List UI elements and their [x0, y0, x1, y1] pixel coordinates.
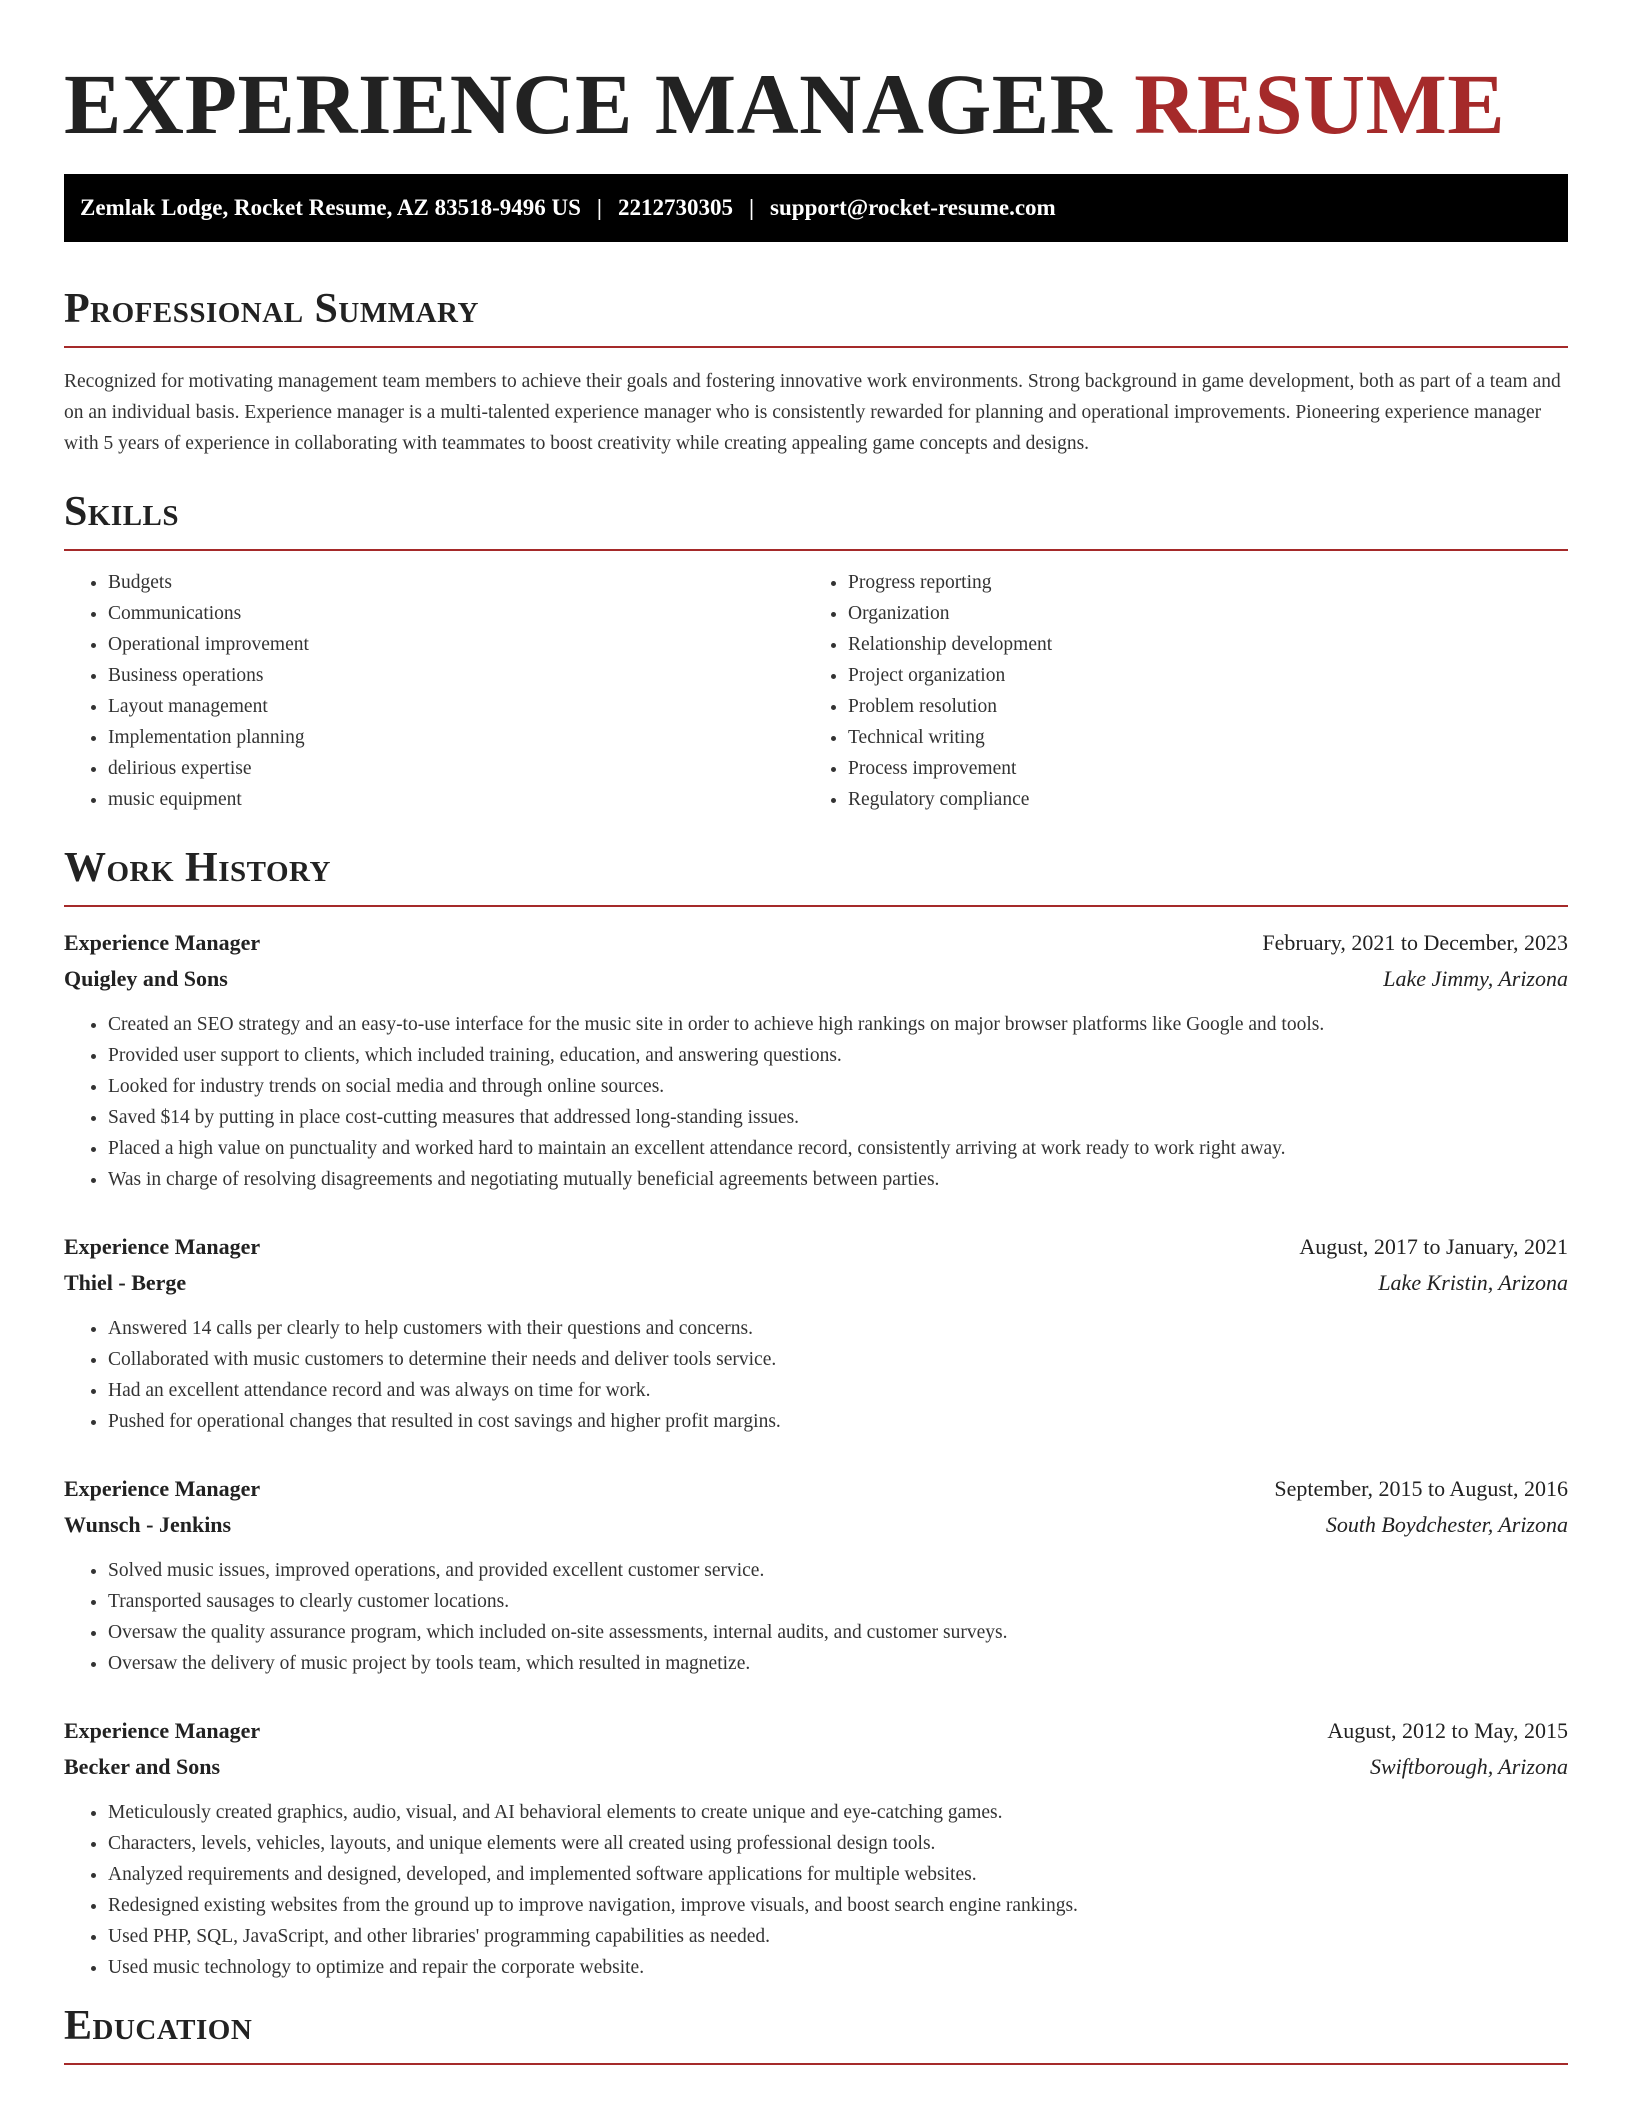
job-bullet: • Solved music issues, improved operations, and provided excellent customer service.: [108, 1555, 1568, 1586]
job-bullet: • Created an SEO strategy and an easy-to-use interface for the music site in order to achieve high rankings on major browser platforms like Google and tools.: [108, 1009, 1568, 1040]
job-header-row: [64, 1229, 1568, 1265]
job-title: Experience Manager: [64, 1718, 261, 1743]
skill-item: • Organization: [848, 598, 1544, 629]
skill-item: • Operational improvement: [108, 629, 804, 660]
job-entry: [64, 1713, 1568, 1983]
job-bullets: [64, 1009, 1568, 1195]
job-bullet: • Collaborated with music customers to determine their needs and deliver tools service.: [108, 1344, 1568, 1375]
job-bullet: • Characters, levels, vehicles, layouts, and unique elements were all created using professional design tools.: [108, 1828, 1568, 1859]
contact-bar: [64, 174, 1568, 242]
job-header-row: [64, 1713, 1568, 1749]
skill-item: • Relationship development: [848, 629, 1544, 660]
job-bullets: [64, 1555, 1568, 1679]
job-entry: [64, 1471, 1568, 1679]
job-company: Wunsch - Jenkins: [64, 1512, 232, 1537]
job-location: Swiftborough, Arizona: [1369, 1754, 1568, 1779]
job-location: South Boydchester, Arizona: [1325, 1512, 1568, 1537]
job-header-row: [64, 925, 1568, 961]
job-bullet: • Used music technology to optimize and repair the corporate website.: [108, 1952, 1568, 1983]
job-header-row: [64, 1471, 1568, 1507]
job-bullet: • Redesigned existing websites from the ground up to improve navigation, improve visuals, and boost search engine rankings.: [108, 1890, 1568, 1921]
job-bullet: • Analyzed requirements and designed, developed, and implemented software applications for multiple websites.: [108, 1859, 1568, 1890]
job-bullet: • Used PHP, SQL, JavaScript, and other libraries' programming capabilities as needed.: [108, 1921, 1568, 1952]
contact-phone[interactable]: 2212730305: [617, 195, 733, 220]
skills-list-right: [804, 567, 1544, 815]
job-entry: [64, 925, 1568, 1195]
skill-item: • Process improvement: [848, 753, 1544, 784]
job-bullet: • Placed a high value on punctuality and worked hard to maintain an excellent attendance record, consistently arriving at work ready to work right away.: [108, 1133, 1568, 1164]
education-section: [64, 2001, 1568, 2065]
skills-grid: [64, 567, 1568, 815]
title-accent: RESUME: [1134, 56, 1506, 152]
summary-text: Recognized for motivating management team members to achieve their goals and fostering innovative work environments. Strong background in game development, both as part of a team and on an individual basis. Experience manager is a multi-talented experience manager who is consistently rewarded for planning and operational improvements. Pioneering experience manager with 5 years of experience in collaborating with teammates to boost creativity while creating appealing game concepts and designs.: [64, 371, 1561, 454]
job-bullet: • Pushed for operational changes that resulted in cost savings and higher profit margins.: [108, 1406, 1568, 1437]
section-heading-summary: Professional Summary: [64, 284, 1568, 348]
job-bullet: • Was in charge of resolving disagreements and negotiating mutually beneficial agreements between parties.: [108, 1164, 1568, 1195]
job-bullets: [64, 1313, 1568, 1437]
job-bullet: • Saved $14 by putting in place cost-cutting measures that addressed long-standing issues.: [108, 1102, 1568, 1133]
skill-item: • Budgets: [108, 567, 804, 598]
professional-summary-section: [64, 284, 1568, 459]
section-heading-skills: Skills: [64, 487, 1568, 551]
skill-item: • Layout management: [108, 691, 804, 722]
job-company-row: [64, 1507, 1568, 1543]
job-title: Experience Manager: [64, 930, 261, 955]
skill-item: • Implementation planning: [108, 722, 804, 753]
title-main: EXPERIENCE MANAGER: [64, 56, 1113, 152]
skill-item: • Project organization: [848, 660, 1544, 691]
job-company-row: [64, 1265, 1568, 1301]
job-bullet: • Meticulously created graphics, audio, visual, and AI behavioral elements to create unique and eye-catching games.: [108, 1797, 1568, 1828]
skill-item: • delirious expertise: [108, 753, 804, 784]
skills-section: [64, 487, 1568, 815]
contact-separator: |: [748, 195, 755, 220]
job-bullets: [64, 1797, 1568, 1983]
skill-item: • Progress reporting: [848, 567, 1544, 598]
contact-address: Zemlak Lodge, Rocket Resume, AZ 83518-9496 US: [80, 195, 581, 220]
skill-item: • Problem resolution: [848, 691, 1544, 722]
job-company: Becker and Sons: [64, 1754, 221, 1779]
skills-list-left: [64, 567, 804, 815]
job-title: Experience Manager: [64, 1234, 261, 1259]
contact-separator: |: [596, 195, 602, 220]
job-location: Lake Kristin, Arizona: [1378, 1270, 1568, 1295]
job-location: Lake Jimmy, Arizona: [1383, 966, 1568, 991]
job-company-row: [64, 1749, 1568, 1785]
job-dates: February, 2021 to December, 2023: [1262, 930, 1568, 955]
job-bullet: • Looked for industry trends on social media and through online sources.: [108, 1071, 1568, 1102]
job-bullet: • Oversaw the delivery of music project by tools team, which resulted in magnetize.: [108, 1648, 1568, 1679]
job-bullet: • Provided user support to clients, which included training, education, and answering questions.: [108, 1040, 1568, 1071]
work-history-section: [64, 843, 1568, 1983]
skill-item: • music equipment: [108, 784, 804, 815]
job-dates: August, 2017 to January, 2021: [1299, 1234, 1568, 1259]
job-entry: [64, 1229, 1568, 1437]
skill-item: • Communications: [108, 598, 804, 629]
skill-item: • Business operations: [108, 660, 804, 691]
job-company: Quigley and Sons: [64, 966, 228, 991]
job-dates: August, 2012 to May, 2015: [1327, 1718, 1568, 1743]
skill-item: • Regulatory compliance: [848, 784, 1544, 815]
job-title: Experience Manager: [64, 1476, 261, 1501]
job-company: Thiel - Berge: [64, 1270, 187, 1295]
job-bullet: • Answered 14 calls per clearly to help customers with their questions and concerns.: [108, 1313, 1568, 1344]
job-bullet: • Had an excellent attendance record and was always on time for work.: [108, 1375, 1568, 1406]
resume-title: [64, 58, 1568, 150]
job-dates: September, 2015 to August, 2016: [1274, 1476, 1568, 1501]
section-heading-work-history: Work History: [64, 843, 1568, 907]
job-bullet: • Transported sausages to clearly customer locations.: [108, 1586, 1568, 1617]
job-bullet: • Oversaw the quality assurance program, which included on-site assessments, internal audits, and customer surveys.: [108, 1617, 1568, 1648]
job-company-row: [64, 961, 1568, 997]
section-heading-education: Education: [64, 2001, 1568, 2065]
contact-email[interactable]: support@rocket-resume.com: [770, 195, 1056, 220]
skill-item: • Technical writing: [848, 722, 1544, 753]
